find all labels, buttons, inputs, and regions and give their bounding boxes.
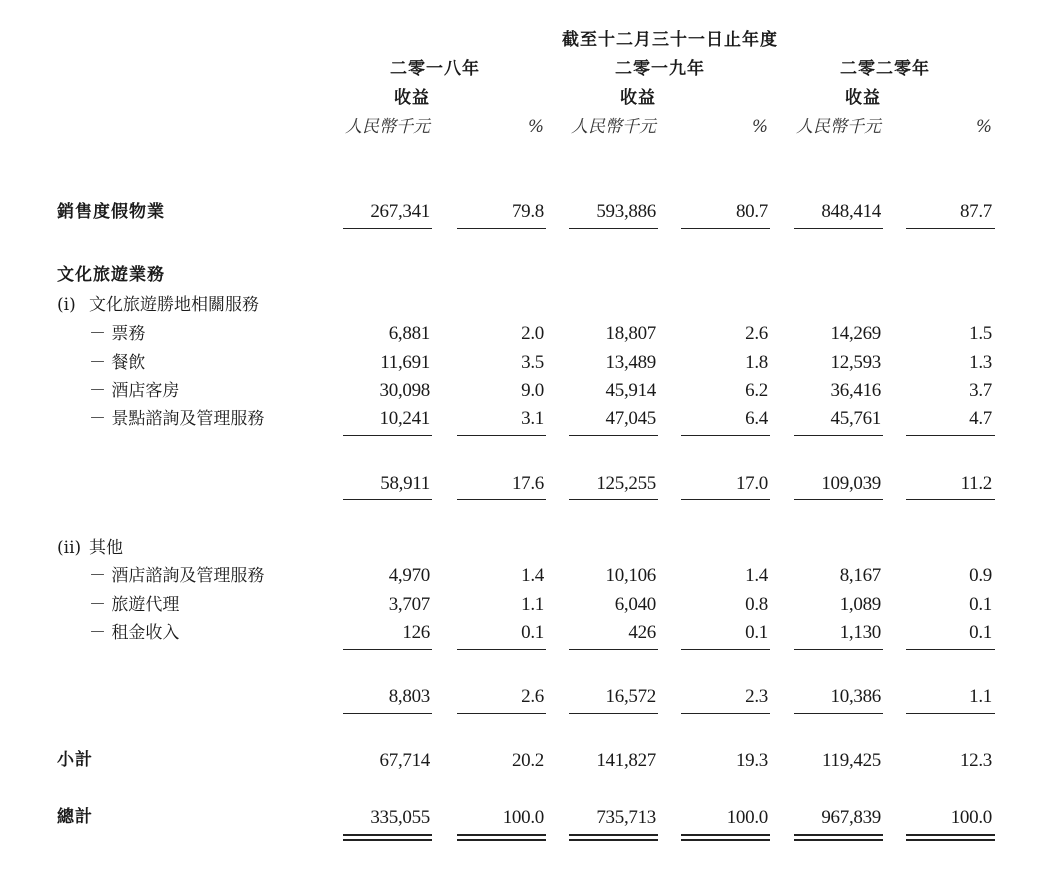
underline	[681, 499, 770, 500]
cell-travel-2018-amount: 3,707	[388, 594, 430, 615]
cell-total-2019-amount: 735,713	[596, 807, 656, 828]
cell-sub-ii-2018-pct: 2.6	[521, 686, 544, 707]
cell-hotel-2018-amount: 30,098	[379, 380, 430, 401]
cell-total-2020-amount: 967,839	[821, 807, 881, 828]
double-underline	[906, 834, 995, 841]
underline	[457, 649, 546, 650]
cell-ticket-2019-pct: 2.6	[745, 323, 768, 344]
cell-scenic-2019-amount: 47,045	[605, 408, 656, 429]
section-ii-label: 其他	[89, 538, 123, 558]
cell-ticket-2020-pct: 1.5	[969, 323, 992, 344]
underline	[906, 649, 995, 650]
cell-subtotal-2020-pct: 12.3	[959, 750, 992, 771]
double-underline	[343, 834, 432, 841]
cell-total-2019-pct: 100.0	[726, 807, 768, 828]
underline	[794, 713, 883, 714]
section-i-number: (i)	[57, 295, 76, 315]
cell-hotel-consult-2018-amount: 4,970	[388, 565, 430, 586]
underline	[906, 499, 995, 500]
revenue-label-2018: 收益	[394, 88, 430, 108]
cell-rent-2020-amount: 1,130	[839, 622, 881, 643]
cell-hotel-consult-2020-amount: 8,167	[839, 565, 881, 586]
cell-sub-i-2018-amount: 58,911	[380, 473, 430, 494]
cell-food-2018-amount: 11,691	[380, 352, 430, 373]
cell-travel-2018-pct: 1.1	[521, 594, 544, 615]
revenue-label-2020: 收益	[845, 88, 881, 108]
row-label-travel: － 旅遊代理	[89, 595, 180, 615]
double-underline	[457, 834, 546, 841]
cell-rent-2020-pct: 0.1	[969, 622, 992, 643]
period-heading: 截至十二月三十一日止年度	[562, 30, 778, 50]
year-2019-heading: 二零一九年	[615, 59, 705, 79]
cell-food-2019-amount: 13,489	[605, 352, 656, 373]
section-title-culture: 文化旅遊業務	[57, 265, 165, 285]
cell-total-2020-pct: 100.0	[950, 807, 992, 828]
cell-sub-i-2018-pct: 17.6	[511, 473, 544, 494]
cell-subtotal-2020-amount: 119,425	[822, 750, 881, 771]
cell-food-2018-pct: 3.5	[521, 352, 544, 373]
underline	[569, 435, 658, 436]
underline	[794, 649, 883, 650]
underline	[906, 228, 995, 229]
cell-sales-2018-amount: 267,341	[370, 201, 430, 222]
underline	[457, 435, 546, 436]
row-label-ticket: － 票務	[89, 324, 146, 344]
cell-scenic-2019-pct: 6.4	[745, 408, 768, 429]
cell-subtotal-2018-pct: 20.2	[511, 750, 544, 771]
row-label-rent: － 租金收入	[89, 623, 180, 643]
underline	[569, 228, 658, 229]
cell-subtotal-2019-amount: 141,827	[596, 750, 656, 771]
underline	[569, 499, 658, 500]
cell-travel-2020-pct: 0.1	[969, 594, 992, 615]
cell-travel-2019-amount: 6,040	[614, 594, 656, 615]
underline	[343, 649, 432, 650]
cell-scenic-2020-pct: 4.7	[969, 408, 992, 429]
cell-hotel-2018-pct: 9.0	[521, 380, 544, 401]
unit-label-2018: 人民幣千元	[345, 117, 430, 137]
cell-hotel-2020-pct: 3.7	[969, 380, 992, 401]
cell-subtotal-2019-pct: 19.3	[735, 750, 768, 771]
cell-scenic-2020-amount: 45,761	[830, 408, 881, 429]
underline	[794, 499, 883, 500]
cell-sub-ii-2020-amount: 10,386	[830, 686, 881, 707]
cell-scenic-2018-pct: 3.1	[521, 408, 544, 429]
cell-rent-2018-amount: 126	[402, 622, 430, 643]
underline	[906, 713, 995, 714]
cell-ticket-2018-amount: 6,881	[388, 323, 430, 344]
underline	[343, 228, 432, 229]
cell-subtotal-2018-amount: 67,714	[379, 750, 430, 771]
cell-rent-2018-pct: 0.1	[521, 622, 544, 643]
cell-sales-2019-amount: 593,886	[596, 201, 656, 222]
underline	[457, 499, 546, 500]
cell-food-2020-amount: 12,593	[830, 352, 881, 373]
underline	[794, 435, 883, 436]
cell-total-2018-pct: 100.0	[502, 807, 544, 828]
cell-travel-2019-pct: 0.8	[745, 594, 768, 615]
double-underline	[794, 834, 883, 841]
row-label-total: 總計	[57, 807, 93, 827]
cell-hotel-consult-2019-amount: 10,106	[605, 565, 656, 586]
underline	[681, 713, 770, 714]
cell-travel-2020-amount: 1,089	[839, 594, 881, 615]
cell-sub-ii-2019-pct: 2.3	[745, 686, 768, 707]
year-2018-heading: 二零一八年	[390, 59, 480, 79]
cell-sales-2020-amount: 848,414	[821, 201, 881, 222]
cell-sales-2020-pct: 87.7	[959, 201, 992, 222]
underline	[681, 228, 770, 229]
cell-hotel-consult-2018-pct: 1.4	[521, 565, 544, 586]
cell-hotel-consult-2019-pct: 1.4	[745, 565, 768, 586]
cell-hotel-2019-amount: 45,914	[605, 380, 656, 401]
cell-food-2020-pct: 1.3	[969, 352, 992, 373]
underline	[681, 435, 770, 436]
section-ii-number: (ii)	[57, 538, 82, 558]
cell-food-2019-pct: 1.8	[745, 352, 768, 373]
underline	[457, 713, 546, 714]
underline	[457, 228, 546, 229]
cell-rent-2019-pct: 0.1	[745, 622, 768, 643]
cell-ticket-2020-amount: 14,269	[830, 323, 881, 344]
row-label-food: － 餐飲	[89, 353, 146, 373]
cell-sub-ii-2018-amount: 8,803	[388, 686, 430, 707]
pct-label-2019: %	[751, 117, 768, 137]
cell-total-2018-amount: 335,055	[370, 807, 430, 828]
underline	[569, 713, 658, 714]
cell-hotel-2019-pct: 6.2	[745, 380, 768, 401]
cell-sub-ii-2019-amount: 16,572	[605, 686, 656, 707]
double-underline	[681, 834, 770, 841]
underline	[794, 228, 883, 229]
underline	[906, 435, 995, 436]
cell-sub-ii-2020-pct: 1.1	[969, 686, 992, 707]
cell-hotel-consult-2020-pct: 0.9	[969, 565, 992, 586]
pct-label-2020: %	[975, 117, 992, 137]
cell-sales-2019-pct: 80.7	[735, 201, 768, 222]
pct-label-2018: %	[527, 117, 544, 137]
cell-scenic-2018-amount: 10,241	[379, 408, 430, 429]
cell-sub-i-2020-pct: 11.2	[960, 473, 992, 494]
underline	[343, 435, 432, 436]
section-i-label: 文化旅遊勝地相關服務	[89, 295, 259, 315]
cell-sub-i-2019-pct: 17.0	[735, 473, 768, 494]
underline	[343, 713, 432, 714]
underline	[569, 649, 658, 650]
year-2020-heading: 二零二零年	[840, 59, 930, 79]
cell-rent-2019-amount: 426	[628, 622, 656, 643]
underline	[681, 649, 770, 650]
cell-sales-2018-pct: 79.8	[511, 201, 544, 222]
revenue-label-2019: 收益	[620, 88, 656, 108]
unit-label-2019: 人民幣千元	[571, 117, 656, 137]
row-label-hotel: － 酒店客房	[89, 381, 180, 401]
cell-ticket-2019-amount: 18,807	[605, 323, 656, 344]
cell-hotel-2020-amount: 36,416	[830, 380, 881, 401]
cell-ticket-2018-pct: 2.0	[521, 323, 544, 344]
cell-sub-i-2019-amount: 125,255	[596, 473, 656, 494]
row-label-scenic: － 景點諮詢及管理服務	[89, 409, 265, 429]
row-label-sales: 銷售度假物業	[57, 202, 165, 222]
row-label-subtotal: 小計	[57, 750, 93, 770]
row-label-hotel-consult: － 酒店諮詢及管理服務	[89, 566, 265, 586]
double-underline	[569, 834, 658, 841]
unit-label-2020: 人民幣千元	[796, 117, 881, 137]
underline	[343, 499, 432, 500]
cell-sub-i-2020-amount: 109,039	[821, 473, 881, 494]
